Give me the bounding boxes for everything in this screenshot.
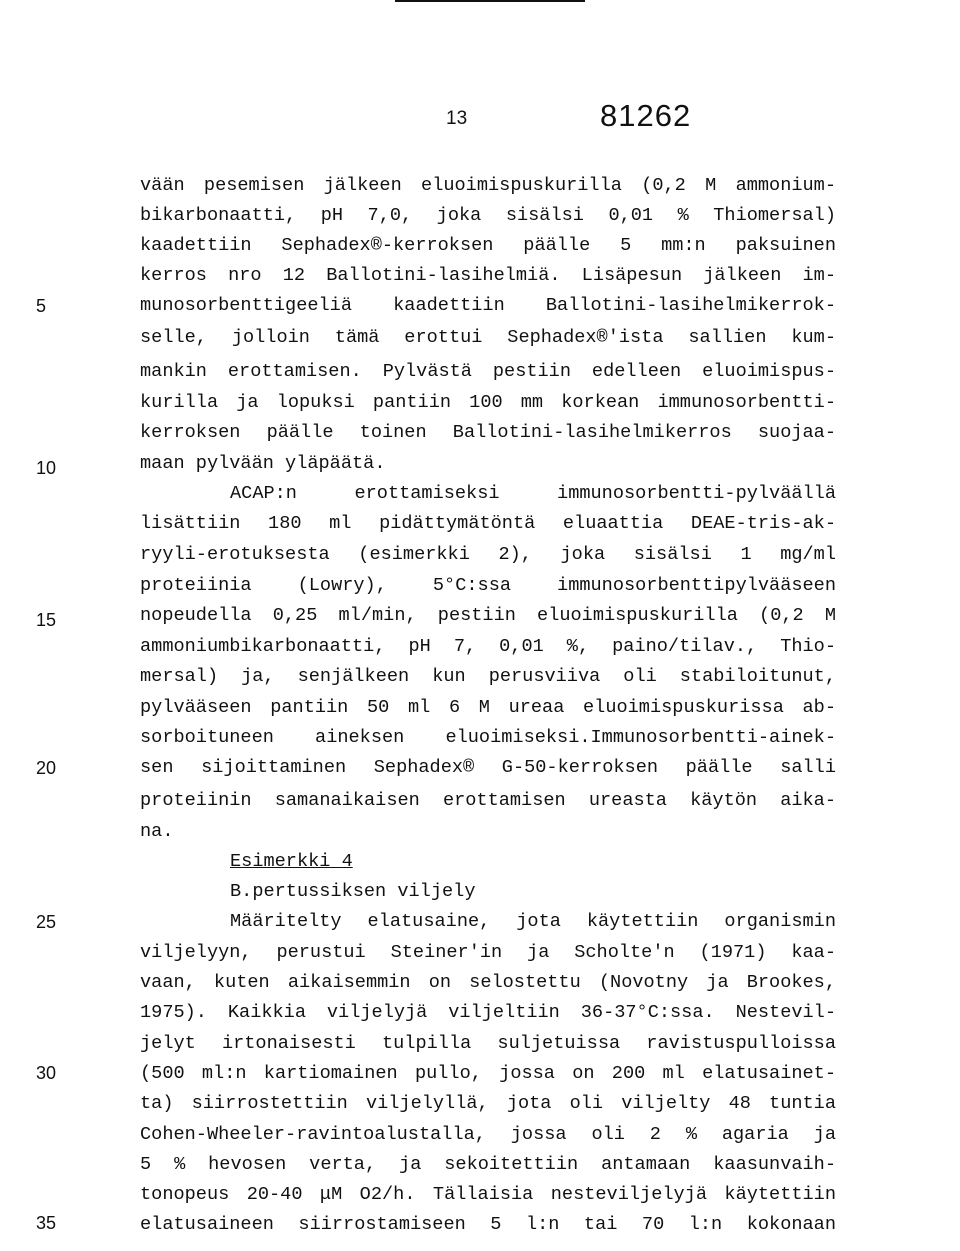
text-line: mankin erottamisen. Pylvästä pestiin edelleen eluoimispus- (140, 361, 836, 382)
text-line: mersal) ja, senjälkeen kun perusviiva oli stabiloitunut, (140, 666, 836, 687)
text-line: lisättiin 180 ml pidättymätöntä eluaattia DEAE-tris-ak- (140, 513, 836, 534)
text-line: sen sijoittaminen Sephadex® G-50-kerroksen päälle salli (140, 757, 836, 778)
text-line: kerros nro 12 Ballotini-lasihelmiä. Lisäpesun jälkeen im- (140, 265, 836, 286)
text-line: ACAP:n erottamiseksi immunosorbentti-pylväällä (230, 483, 836, 504)
line-number: 15 (36, 610, 57, 630)
line-number: 5 (36, 296, 47, 316)
text-line: Määritelty elatusaine, jota käytettiin organismin (230, 911, 836, 932)
text-line: ammoniumbikarbonaatti, pH 7, 0,01 %, paino/tilav., Thio- (140, 636, 836, 657)
text-line: kurilla ja lopuksi pantiin 100 mm korkean immunosorbentti- (140, 392, 836, 413)
text-line: pylvääseen pantiin 50 ml 6 M ureaa eluoimispuskurissa ab- (140, 697, 836, 718)
text-line: ryyli-erotuksesta (esimerkki 2), joka sisälsi 1 mg/ml (140, 544, 836, 565)
text-line: bikarbonaatti, pH 7,0, joka sisälsi 0,01 % Thiomersal) (140, 205, 836, 226)
document-number: 81262 (600, 98, 692, 133)
text-line: vään pesemisen jälkeen eluoimispuskurilla (0,2 M ammonium- (140, 175, 836, 196)
text-line: na. (140, 821, 174, 842)
text-line: tonopeus 20-40 μM O2/h. Tällaisia nesteviljelyjä käytettiin (140, 1184, 836, 1205)
text-line: maan pylvään yläpäätä. (140, 453, 386, 474)
line-number: 25 (36, 912, 57, 932)
text-line: vaan, kuten aikaisemmin on selostettu (Novotny ja Brookes, (140, 972, 836, 993)
text-line: sorboituneen aineksen eluoimiseksi.Immunosorbentti-ainek- (140, 727, 836, 748)
text-line: proteiinia (Lowry), 5°C:ssa immunosorbenttipylvääseen (140, 575, 836, 596)
text-line: ta) siirrostettiin viljelyllä, jota oli viljelty 48 tuntia (140, 1093, 836, 1114)
line-number: 30 (36, 1063, 57, 1083)
text-line: viljelyyn, perustui Steiner'in ja Scholte'n (1971) kaa- (140, 942, 836, 963)
line-number: 35 (36, 1213, 57, 1233)
text-line: selle, jolloin tämä erottui Sephadex®'ista sallien kum- (140, 327, 836, 348)
line-number: 10 (36, 458, 57, 478)
line-number: 20 (36, 758, 57, 778)
page-number: 13 (446, 108, 468, 129)
text-line: (500 ml:n kartiomainen pullo, jossa on 200 ml elatusainet- (140, 1063, 836, 1084)
top-rule (395, 0, 585, 2)
text-line: elatusaineen siirrostamiseen 5 l:n tai 70 l:n kokonaan (140, 1214, 836, 1235)
text-line: Cohen-Wheeler-ravintoalustalla, jossa oli 2 % agaria ja (140, 1124, 836, 1145)
text-line: 1975). Kaikkia viljelyjä viljeltiin 36-37°C:ssa. Nestevil- (140, 1002, 836, 1023)
text-line: kaadettiin Sephadex®-kerroksen päälle 5 mm:n paksuinen (140, 235, 836, 256)
subheading: B.pertussiksen viljely (230, 881, 476, 902)
text-line: nopeudella 0,25 ml/min, pestiin eluoimispuskurilla (0,2 M (140, 605, 836, 626)
section-heading: Esimerkki 4 (230, 851, 353, 872)
text-line: proteiinin samanaikaisen erottamisen ureasta käytön aika- (140, 790, 836, 811)
text-line: munosorbenttigeeliä kaadettiin Ballotini-lasihelmikerrok- (140, 295, 836, 316)
text-line: jelyt irtonaisesti tulpilla suljetuissa ravistuspulloissa (140, 1033, 836, 1054)
text-line: 5 % hevosen verta, ja sekoitettiin antamaan kaasunvaih- (140, 1154, 836, 1175)
text-line: kerroksen päälle toinen Ballotini-lasihelmikerros suojaa- (140, 422, 836, 443)
